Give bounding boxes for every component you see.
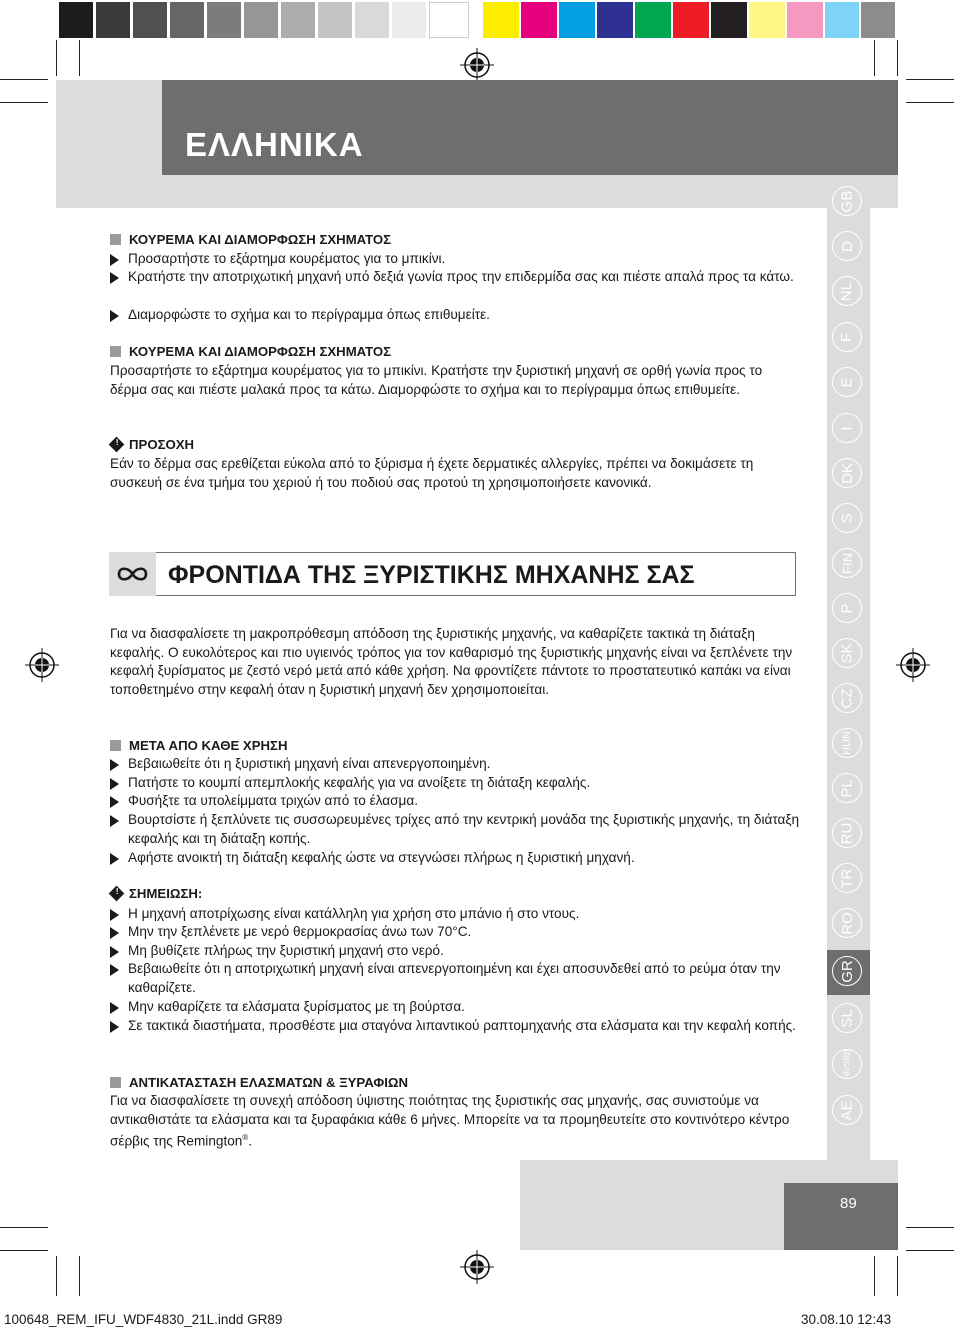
warning-icon (109, 437, 125, 453)
gray-swatch-1 (59, 2, 93, 38)
color-swatch-red (673, 2, 709, 38)
arrow-bullet-icon (110, 964, 119, 976)
registration-mark-right (896, 648, 930, 682)
list-item: Βουρτσίστε ή ξεπλύνετε τις συσσωρευμένες τρίχες από την κεντρική μονάδα της ξυριστικής μηχανής, τη διάταξη κεφαλής και τη διάταξη κοπής. (110, 811, 800, 848)
gray-swatch-6 (244, 2, 278, 38)
arrow-bullet-icon (110, 796, 119, 808)
note-heading: ! ΣΗΜΕΙΩΣΗ: (110, 886, 202, 901)
list-item: Πατήστε το κουμπί απεμπλοκής κεφαλής για να ανοίξετε τη διάταξη κεφαλής. (110, 774, 800, 793)
replacement-text: Για να διασφαλίσετε τη συνεχή απόδοση ύψιστης ποιότητας της ξυριστικής σας μηχανής, σας συνιστούμε να αντικαθιστάτε τα ελάσματα και τα ξυραφάκια κάθε 6 μήνες. Μπορείτε να τα προμηθευτείτε στο κοντινότερο κέντρο σέρβις της Remington®. (110, 1093, 790, 1149)
list-item: Η μηχανή αποτρίχωσης είναι κατάλληλη για χρήση στο μπάνιο ή στο ντους. (110, 905, 800, 924)
gray-swatch-2 (96, 2, 130, 38)
section-title: ΦΡΟΝΤΙΔΑ ΤΗΣ ΞΥΡΙΣΤΙΚΗΣ ΜΗΧΑΝΗΣ ΣΑΣ (168, 561, 695, 589)
square-bullet-icon (110, 740, 121, 751)
language-tab-i[interactable]: I (832, 413, 862, 443)
color-swatch-green (635, 2, 671, 38)
color-swatch-magenta (521, 2, 557, 38)
list-item: Βεβαιωθείτε ότι η ξυριστική μηχανή είναι απενεργοποιημένη. (110, 755, 800, 774)
square-bullet-icon (110, 234, 121, 245)
color-swatch-yellow (483, 2, 519, 38)
list-item: Αφήστε ανοικτή τη διάταξη κεφαλής ώστε να στεγνώσει πλήρως η ξυριστική μηχανή. (110, 849, 800, 868)
language-tab-pl[interactable]: PL (832, 773, 862, 803)
language-tab-e[interactable]: E (832, 367, 862, 397)
list-item: Μην την ξεπλένετε με νερό θερμοκρασίας άνω των 70°C. (110, 923, 800, 942)
list-item: Φυσήξτε τα υπολείμματα τριχών από το έλασμα. (110, 792, 800, 811)
language-tab-ro[interactable]: RO (832, 908, 862, 938)
page-number-box (784, 1183, 898, 1250)
language-tab-hr-srb[interactable]: HR/SRB (832, 1049, 862, 1079)
registration-mark-top (460, 48, 494, 82)
language-tab-d[interactable]: D (832, 231, 862, 261)
color-swatch-gray (861, 2, 895, 38)
arrow-bullet-icon (110, 778, 119, 790)
arrow-bullet-icon (110, 272, 119, 284)
language-tab-dk[interactable]: DK (832, 458, 862, 488)
caution-text: Εάν το δέρμα σας ερεθίζεται εύκολα από το ξύρισμα ή έχετε δερματικές αλλεργίες, πρέπει να δοκιμάσετε τη συσκευή σε ένα τμήμα του χεριού ή του ποδιού σας προτού τη χρησιμοποιήσετε κανονικά. (110, 456, 754, 490)
list-item: Μην καθαρίζετε τα ελάσματα ξυρίσματος με τη βούρτσα. (110, 998, 800, 1017)
color-swatch-pink (787, 2, 823, 38)
care-intro: Για να διασφαλίσετε τη μακροπρόθεσμη απόδοση της ξυριστικής μηχανής, να καθαρίζετε τακτικά τη διάταξη κεφαλής. Ο ευκολότερος και πιο υγιεινός τρόπος για τον καθαρισμό της ξυριστικής μηχανής είναι να ξεπλένετε την κεφαλή ξυρίσματος με ζεστό νερό μετά από κάθε χρήση. Να φροντίζετε πάντοτε το προστατευτικό καπάκι να είναι τοποθετημένο στην κεφαλή όταν η ξυριστική μηχανή δεν χρησιμοποιείται. (110, 626, 793, 698)
gray-swatch-8 (318, 2, 352, 38)
section-heading-after-use: ΜΕΤΑ ΑΠΟ ΚΑΘΕ ΧΡΗΣΗ (110, 738, 288, 753)
language-tab-s[interactable]: S (832, 503, 862, 533)
infinity-icon (109, 552, 156, 596)
language-tab-gb[interactable]: GB (832, 186, 862, 216)
gray-swatch-5 (207, 2, 241, 38)
gray-swatch-9 (355, 2, 389, 38)
section-heading-trimming: ΚΟΥΡΕΜΑ ΚΑΙ ΔΙΑΜΟΡΦΩΣΗ ΣΧΗΜΑΤΟΣ (110, 232, 391, 247)
caution-heading: ! ΠΡΟΣΟΧΗ (110, 437, 194, 452)
language-tab-fin[interactable]: FIN (832, 548, 862, 578)
page-title: ΕΛΛΗΝΙΚΑ (185, 126, 364, 163)
language-tab-gr-active[interactable]: GR (832, 956, 862, 986)
arrow-bullet-icon (110, 1002, 119, 1014)
color-swatch-light-cyan (825, 2, 859, 38)
footer-date: 30.08.10 12:43 (801, 1312, 892, 1327)
arrow-bullet-icon (110, 1021, 119, 1033)
warning-icon (109, 886, 125, 902)
arrow-bullet-icon (110, 853, 119, 865)
registered-mark: ® (242, 1133, 249, 1143)
gray-swatch-7 (281, 2, 315, 38)
gray-swatch-3 (133, 2, 167, 38)
arrow-bullet-icon (110, 909, 119, 921)
arrow-bullet-icon (110, 254, 119, 266)
color-swatch-light-yellow (749, 2, 785, 38)
language-tab-ru[interactable]: RU (832, 818, 862, 848)
color-swatch-blue (597, 2, 633, 38)
page-number: 89 (840, 1195, 857, 1212)
arrow-bullet-icon (110, 759, 119, 771)
gray-swatch-10 (392, 2, 426, 38)
list-item: Σε τακτικά διαστήματα, προσθέστε μια σταγόνα λιπαντικού ραπτομηχανής στα ελάσματα και την κεφαλή κοπής. (110, 1017, 800, 1036)
section-heading-replacement: ΑΝΤΙΚΑΤΑΣΤΑΣΗ ΕΛΑΣΜΑΤΩΝ & ΞΥΡΑΦΙΩΝ (110, 1075, 408, 1090)
language-tab-cz[interactable]: CZ (832, 683, 862, 713)
square-bullet-icon (110, 346, 121, 357)
registration-mark-left (25, 648, 59, 682)
registration-mark-bottom (460, 1250, 494, 1284)
paragraph: Προσαρτήστε το εξάρτημα κουρέματος για το μπικίνι. Κρατήστε την ξυριστική μηχανή σε ορθή γωνία προς το δέρμα σας και πιέστε μαλακά προς τα κάτω. Διαμορφώστε το σχήμα και το περίγραμμα όπως επιθυμείτε. (110, 363, 763, 397)
list-item: Βεβαιωθείτε ότι η αποτριχωτική μηχανή είναι απενεργοποιημένη και έχει αποσυνδεθεί από το ρεύμα όταν την καθαρίζετε. (110, 960, 800, 997)
gray-swatch-4 (170, 2, 204, 38)
language-tab-tr[interactable]: TR (832, 863, 862, 893)
list-item: Μη βυθίζετε πλήρως την ξυριστική μηχανή στο νερό. (110, 942, 800, 961)
arrow-bullet-icon (110, 310, 119, 322)
language-tab-sk[interactable]: SK (832, 638, 862, 668)
arrow-bullet-icon (110, 927, 119, 939)
language-tab-f[interactable]: F (832, 322, 862, 352)
section-heading-trimming-2: ΚΟΥΡΕΜΑ ΚΑΙ ΔΙΑΜΟΡΦΩΣΗ ΣΧΗΜΑΤΟΣ (110, 344, 391, 359)
list-item: Κρατήστε την αποτριχωτική μηχανή υπό δεξιά γωνία προς την επιδερμίδα σας και πιέστε απαλά προς τα κάτω. (110, 268, 800, 287)
language-tab-nl[interactable]: NL (832, 276, 862, 306)
gray-swatch-11 (429, 2, 469, 38)
color-swatch-cyan (559, 2, 595, 38)
language-tab-sl[interactable]: SL (832, 1003, 862, 1033)
language-tab-p[interactable]: P (832, 593, 862, 623)
footer-file-info: 100648_REM_IFU_WDF4830_21L.indd GR89 (4, 1312, 283, 1327)
arrow-bullet-icon (110, 946, 119, 958)
list-item: Διαμορφώστε το σχήμα και το περίγραμμα όπως επιθυμείτε. (110, 306, 800, 325)
arrow-bullet-icon (110, 815, 119, 827)
language-tab-ae[interactable]: AE (832, 1095, 862, 1125)
square-bullet-icon (110, 1077, 121, 1088)
language-tab-hun[interactable]: HUN (832, 728, 862, 758)
color-swatch-black (711, 2, 747, 38)
list-item: Προσαρτήστε το εξάρτημα κουρέματος για το μπικίνι. (110, 250, 800, 269)
